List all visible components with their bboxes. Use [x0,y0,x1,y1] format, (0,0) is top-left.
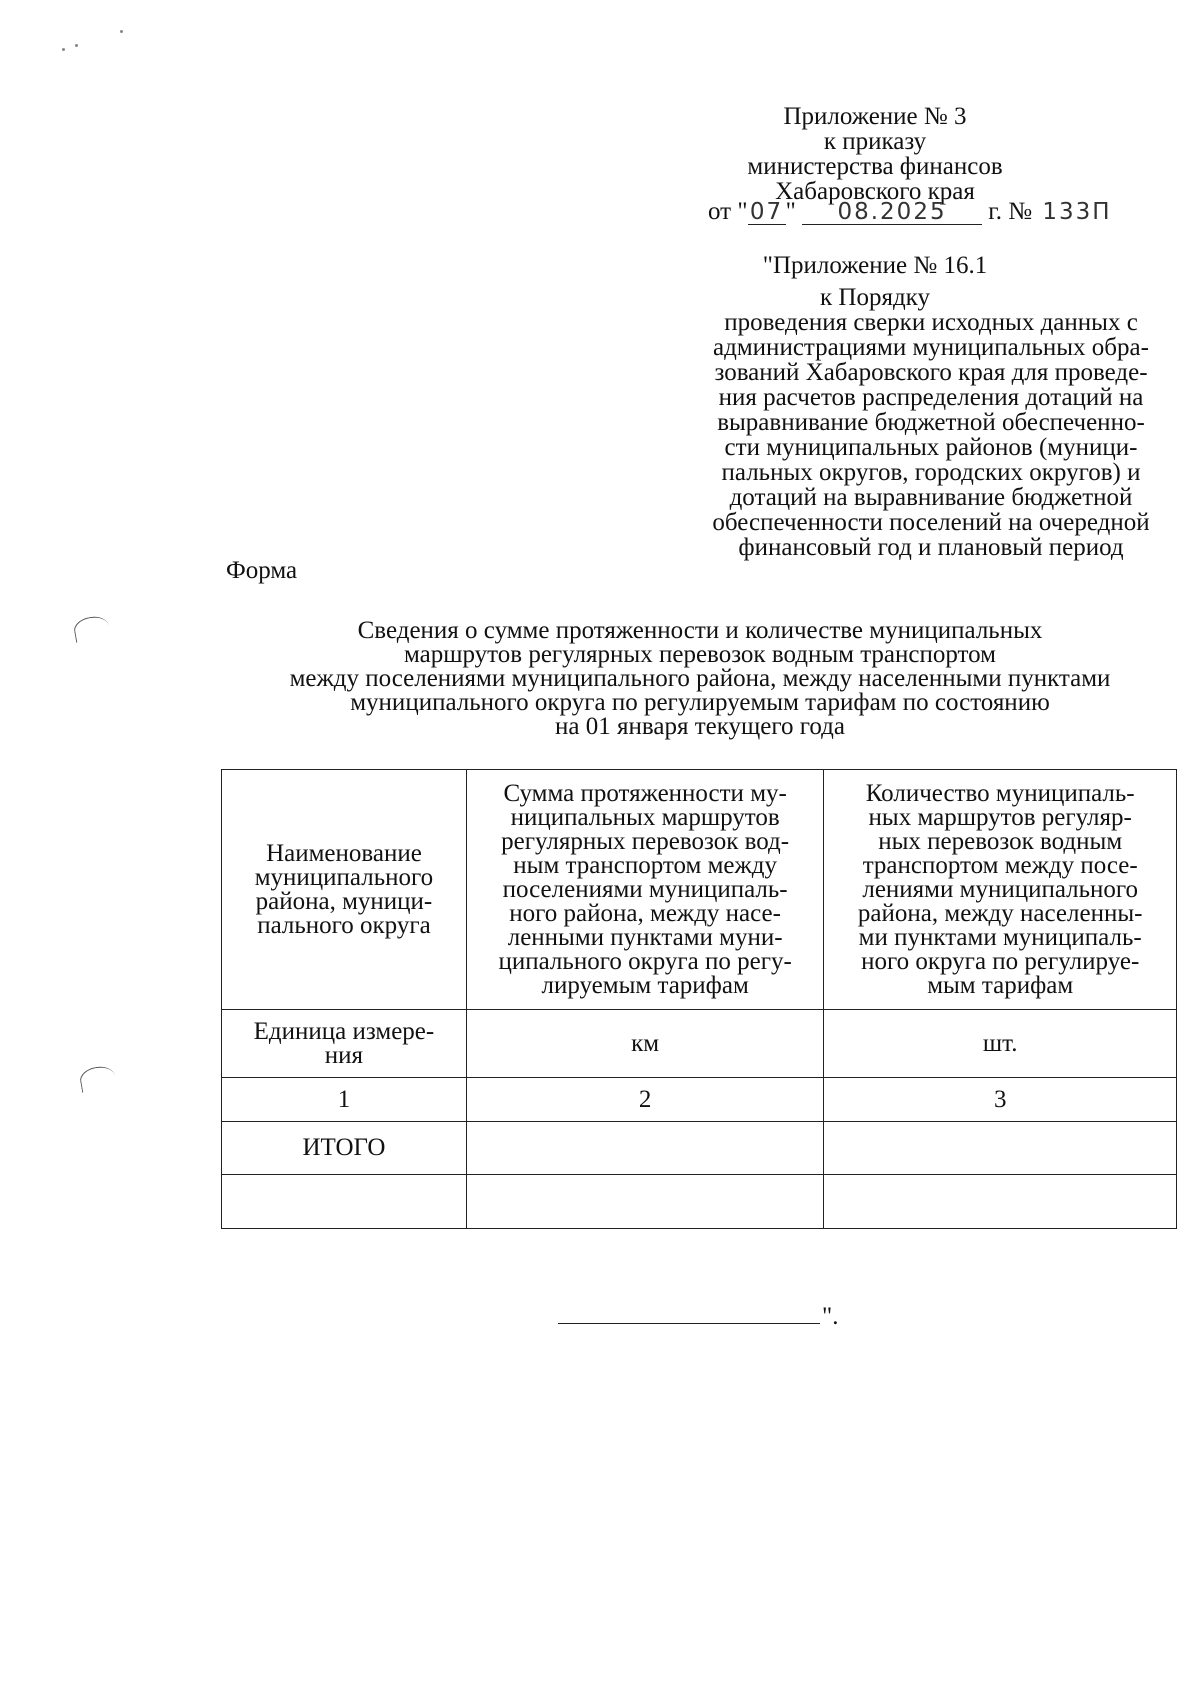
annex-to-order: к Порядку [820,284,930,311]
header-cell-name [222,770,467,1010]
total-count-cell [824,1122,1177,1175]
header-text: ми пунктами муниципаль- [858,923,1142,951]
annex-line: сти муниципальных районов (муници- [724,434,1138,461]
ministry-name: министерства финансов [747,153,1003,180]
total-label-cell: ИТОГО [222,1122,467,1175]
header-text: Сумма протяженности му- [503,779,787,807]
order-number-handwritten: 133П [1042,199,1112,225]
to-order-label: к приказу [823,128,927,155]
header-text: транспортом между посе- [862,851,1138,879]
date-day-handwritten: 07 [748,200,786,225]
column-number-cell: 1 [222,1078,467,1122]
annex-line: пальных округов, городских округов) и [721,459,1141,486]
header-text: поселениями муниципаль- [502,875,788,903]
header-text: лениями муниципального [862,875,1139,903]
unit-row [222,1010,1177,1078]
header-text: пального округа [257,911,431,939]
annex-line: ния расчетов распределения дотаций на [718,384,1144,411]
header-text: мым тарифам [927,971,1074,999]
closing-underline [558,1323,820,1324]
header-text: ного округа по регулируе- [861,947,1140,975]
order-date-line [708,199,1112,225]
header-text: района, муници- [255,887,433,915]
unit-km-cell: км [466,1010,824,1078]
annex-line: обеспеченности поселений на очередной [712,509,1150,536]
empty-cell [466,1175,824,1229]
scan-speck [75,44,78,47]
hole-punch-mark [78,1064,116,1093]
header-cell-length [466,770,824,1010]
date-suffix: г. № [982,198,1033,225]
date-prefix: от " [708,198,748,225]
region-name: Хабаровского края [775,178,975,205]
annex-title: "Приложение № 16.1 [762,252,988,279]
hole-punch-mark [72,614,110,643]
annex-line: дотаций на выравнивание бюджетной [729,484,1133,511]
annex-line: проведения сверки исходных данных с [724,309,1138,336]
total-length-cell [466,1122,824,1175]
form-label: Форма [226,557,298,584]
header-text: Наименование [266,839,422,867]
title-line: Сведения о сумме протяженности и количестве муниципальных [357,617,1043,644]
header-text: Количество муниципаль- [865,779,1135,807]
date-monthyear-handwritten: 08.2025 [802,200,982,225]
column-number-cell: 3 [824,1078,1177,1122]
date-mid: " [785,198,803,225]
scan-speck [62,48,65,51]
header-text: муниципального [254,863,434,891]
unit-pcs-cell: шт. [824,1010,1177,1078]
header-text: ных перевозок водным [878,827,1123,855]
unit-label-cell [222,1010,467,1078]
unit-label-text: ния [324,1041,364,1069]
total-row [222,1122,1177,1175]
annex-line: финансовый год и плановый период [738,534,1124,561]
header-text: лируемым тарифам [541,971,749,999]
scan-speck [120,30,123,33]
title-line: муниципального округа по регулируемым тарифам по состоянию [350,689,1050,716]
annex-line: зований Хабаровского края для проведе- [714,359,1148,386]
header-cell-count [824,770,1177,1010]
title-line: маршрутов регулярных перевозок водным транспортом [404,641,996,668]
appendix-number: Приложение № 3 [783,103,967,130]
header-text: ципального округа по регу- [498,947,792,975]
header-text: района, между населенны- [857,899,1143,927]
table-header-row [222,770,1177,1010]
header-text: ниципальных маршрутов [510,803,780,831]
annex-line: администрациями муниципальных обра- [713,334,1149,361]
unit-label-text: Единица измере- [253,1017,435,1045]
header-text: регулярных перевозок вод- [501,827,790,855]
title-line: между поселениями муниципального района, между населенными пунктами [289,665,1111,692]
annex-line: выравнивание бюджетной обеспеченно- [717,409,1145,436]
routes-form-table [221,769,1177,1229]
header-text: ных маршрутов регуляр- [868,803,1132,831]
header-text: ленными пунктами муни- [507,923,783,951]
empty-cell [824,1175,1177,1229]
header-text: ного района, между насе- [509,899,781,927]
column-number-row [222,1078,1177,1122]
header-text: ным транспортом между [513,851,777,879]
title-line: на 01 января текущего года [555,713,845,740]
empty-row [222,1175,1177,1229]
empty-cell [222,1175,467,1229]
closing-quote: ". [822,1303,839,1330]
column-number-cell: 2 [466,1078,824,1122]
